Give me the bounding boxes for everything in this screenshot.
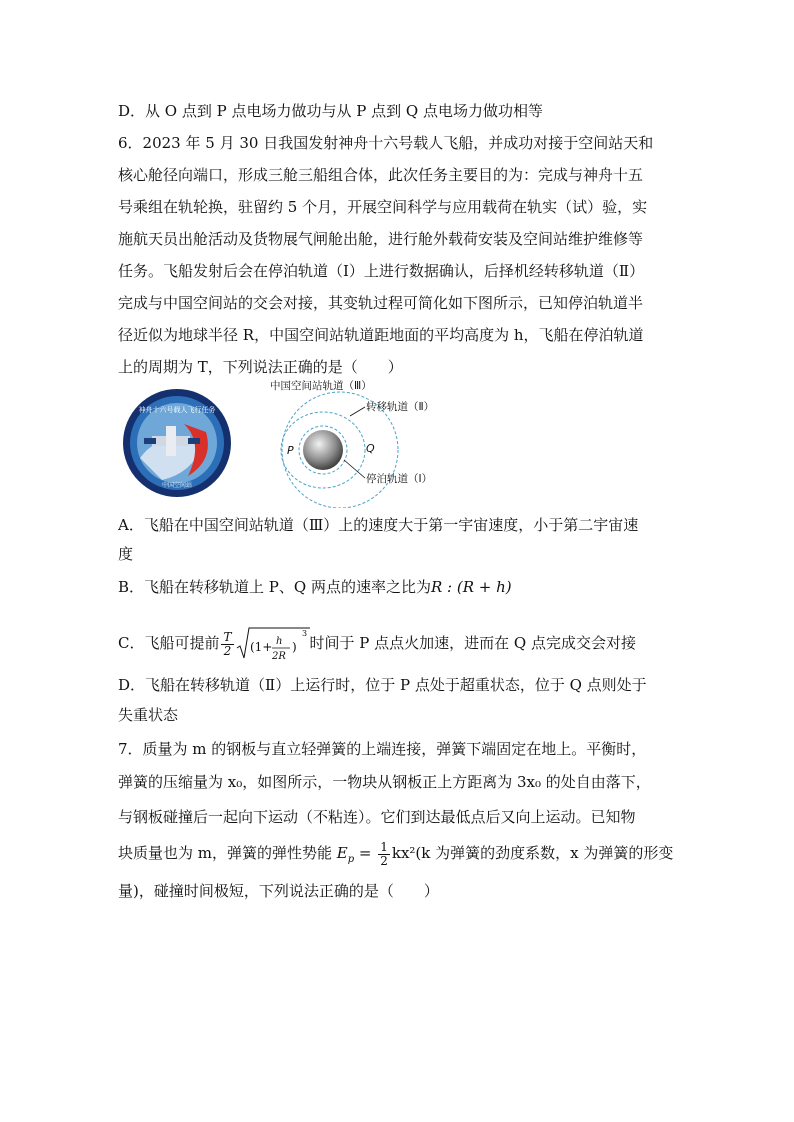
q7-line-2: 弹簧的压缩量为 x₀，如图所示，一物块从钢板正上方距离为 3x₀ 的处自由落下， (118, 773, 651, 791)
mission-logo-bottom: 中国空间站 (161, 482, 193, 489)
q6-line-2: 核心舱径向端口，形成三舱三船组合体，此次任务主要目的为：完成与神舟十五 (118, 166, 644, 184)
transfer-orbit-label: 转移轨道（Ⅱ） (366, 401, 435, 413)
q6-option-b-expr: R : (R + h) (430, 578, 512, 596)
q6-option-c-text-2: 时间于 P 点点火加速，进而在 Q 点完成交会对接 (309, 634, 636, 652)
svg-text:h: h (275, 636, 282, 647)
q6-line-6: 完成与中国空间站的交会对接，其变轨过程可简化如下图所示，已知停泊轨道半 (118, 294, 644, 312)
q6-line-8: 上的周期为 T，下列说法正确的是（ ） (118, 358, 403, 376)
q6-line-1: 6．2023 年 5 月 30 日我国发射神舟十六号载人飞船，并成功对接于空间站天和 (118, 134, 654, 152)
q6-option-a-cont: 度 (118, 545, 134, 563)
q6-line-4: 施航天员出舱活动及货物展气闸舱出舱，进行舱外载荷安装及空间站维护维修等 (118, 230, 644, 248)
mission-logo (122, 388, 232, 498)
q5-option-d (118, 100, 543, 122)
q7-line-4-text-2: kx²(k 为弹簧的劲度系数，x 为弹簧的形变 (391, 844, 674, 862)
svg-text:3: 3 (301, 629, 307, 638)
svg-text:(1+: (1+ (249, 640, 272, 654)
q6-option-d: D．飞船在转移轨道（Ⅱ）上运行时，位于 P 点处于超重状态，位于 Q 点则处于 (118, 676, 647, 694)
q7-line-4-text: 块质量也为 m，弹簧的弹性势能 (118, 844, 332, 862)
frac-1-over-2: $\frac{1}{2}$ (380, 839, 388, 868)
q5-option-d-label: D． (118, 102, 146, 120)
q6-line-5: 任务。飞船发射后会在停泊轨道（Ⅰ）上进行数据确认，后择机经转移轨道（Ⅱ） (118, 262, 645, 280)
q6-option-b (118, 576, 512, 598)
q7-line-5: 量)，碰撞时间极短，下列说法正确的是（ ） (118, 882, 439, 900)
q6-option-d-cont: 失重状态 (118, 706, 179, 724)
orbit-diagram (260, 378, 480, 508)
q6-option-b-text: B．飞船在转移轨道上 P、Q 两点的速率之比为 (118, 578, 431, 596)
q6-option-c-text: C．飞船可提前 (118, 634, 220, 652)
q6-line-7: 径近似为地球半径 R，中国空间站轨道距地面的平均高度为 h，飞船在停泊轨道 (118, 326, 644, 344)
q7-line-3: 与钢板碰撞后一起向下运动（不粘连）。它们到达最低点后又向上运动。已知物 (118, 808, 636, 826)
q6-line-3: 号乘组在轨轮换，驻留约 5 个月，开展空间科学与应用载荷在轨实（试）验，实 (118, 198, 648, 216)
frac-t-over-2: $\frac{T}{2}$ (223, 629, 232, 658)
mission-logo-text: 神舟十六号载人飞行任务 (138, 406, 216, 414)
q6-option-a: A．飞船在中国空间站轨道（Ⅲ）上的速度大于第一宇宙速度，小于第二宇宙速 (118, 516, 639, 534)
q6-option-c (118, 624, 636, 664)
ep-symbol: $E_p$ = (332, 844, 377, 865)
svg-text:): ) (291, 640, 297, 654)
earth (303, 430, 343, 470)
station-orbit-label: 中国空间站轨道（Ⅲ） (270, 380, 372, 392)
q7-line-4 (118, 838, 673, 875)
point-p-label: P (287, 444, 294, 457)
q7-line-1: 7．质量为 m 的钢板与直立轻弹簧的上端连接，弹簧下端固定在地上。平衡时， (118, 740, 647, 758)
q5-option-d-text: 从 O 点到 P 点电场力做功与从 P 点到 Q 点电场力做功相等 (145, 102, 543, 120)
parking-orbit-label: 停泊轨道（Ⅰ） (366, 473, 433, 485)
sqrt-expr (236, 624, 310, 664)
svg-text:2R: 2R (271, 651, 286, 662)
point-q-label: Q (366, 442, 375, 455)
